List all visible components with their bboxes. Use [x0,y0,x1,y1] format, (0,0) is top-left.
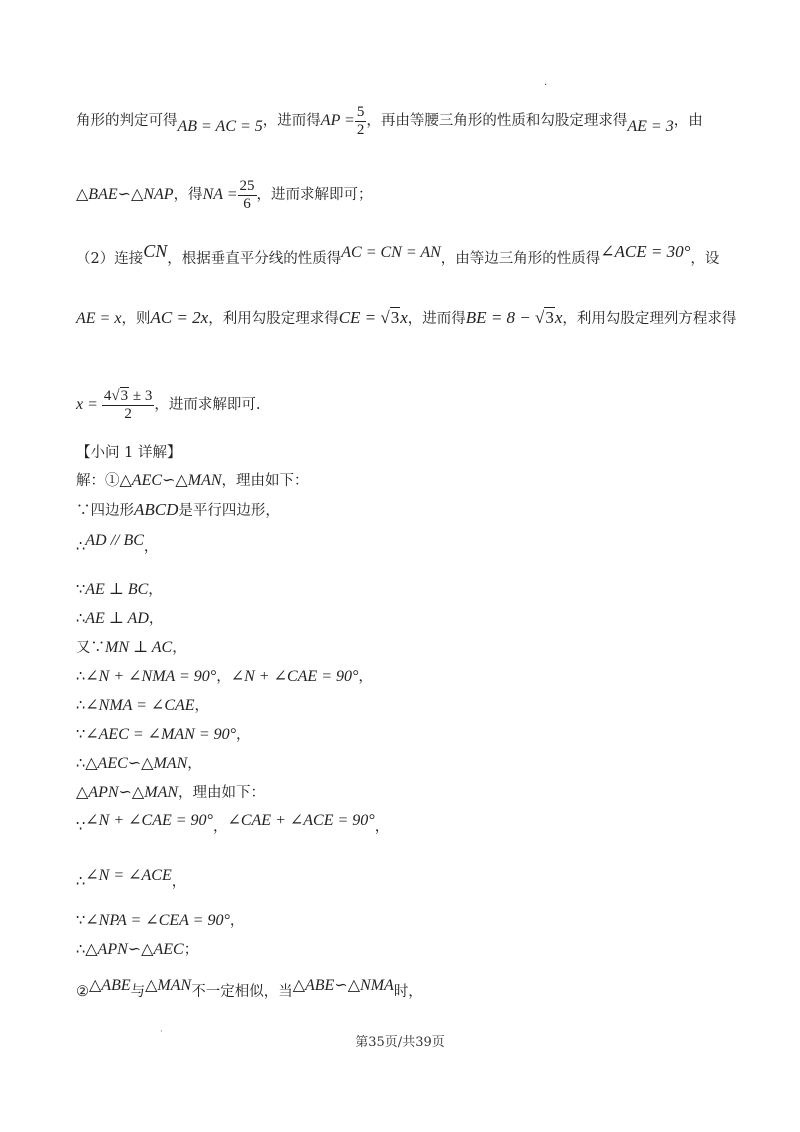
math: ∠AEC = ∠MAN = 90° [85,726,237,743]
math-lhs: BE = 8 − [465,308,531,327]
text: ， [194,698,210,714]
math: ∠N + ∠CAE = 90° [230,668,359,685]
text: ，进而求解即可； [256,187,373,204]
fraction [102,388,154,423]
line-8 [76,500,280,521]
text: ，再由等腰三角形的性质和勾股定理求得 [366,113,628,130]
num-part: ± 3 [132,388,153,404]
sqrt: √3 [535,308,554,327]
math-x-solution [76,388,154,422]
math: AE ⊥ AD [85,610,149,627]
text: ， [143,539,159,555]
math: △ABE [89,977,131,994]
text: ， [187,756,202,772]
text: ∵ [76,913,86,929]
text: 不一定相似，当 [191,984,293,1000]
stray-dot: · [160,1027,163,1037]
text: ∴ [76,756,86,772]
text: ∴ [76,611,86,627]
math-lhs: CE = [338,308,377,327]
text: ， [212,819,228,835]
text: ，由等边三角形的性质得 [440,251,601,267]
sqrt: √3 [111,388,129,404]
math: MN ⊥ AC [105,639,173,656]
text: ， [374,819,390,835]
math: ∠NMA = ∠CAE [85,697,195,714]
fraction-denominator: 6 [243,196,251,212]
radicand: 3 [120,388,129,404]
line-2 [76,178,373,213]
fraction [355,104,367,139]
text: ，则 [121,311,151,327]
line-9 [76,532,159,557]
text: ，进而得 [407,311,466,327]
text: 与 [130,984,146,1000]
math: ∠NPA = ∠CEA = 90° [85,912,230,929]
num-part: 4 [103,388,112,404]
line-6 [76,443,181,463]
radicand: 3 [390,308,400,327]
line-22 [76,977,423,1002]
math-cn: CN [143,241,168,261]
math-ac-cn-an: AC = CN = AN [341,244,441,261]
text: ， [148,611,164,627]
text: ∵四边形 [76,503,134,519]
math-lhs: x = [76,396,98,414]
text: （2）连接 [76,251,144,267]
line-4 [76,308,736,329]
line-5 [76,388,260,423]
math-ae-x: AE = x [76,310,122,327]
fraction-numerator: 5 [356,104,365,120]
text: ，理由如下： [221,473,309,489]
line-14 [76,696,209,716]
line-19 [76,867,187,892]
math-similar: △BAE∽△NAP [76,186,174,204]
line-18 [76,812,390,837]
text: ∴ [76,874,86,890]
page-footer: 第35页/共39页 [355,1035,445,1050]
text: ，设 [690,251,720,267]
math: △APN∽△MAN [76,784,179,801]
text: ∴ [76,942,86,958]
line-7 [76,471,309,491]
math: ∠N + ∠NMA = 90° [85,668,217,685]
line-16 [76,754,202,774]
line-15 [76,725,251,745]
text: ， [236,727,251,743]
math: △MAN [145,977,192,994]
text: ∵ [76,582,86,598]
line-1 [76,104,703,139]
line-17 [76,783,265,803]
text: 角形的判定可得 [76,113,178,130]
text: ， [172,640,187,656]
text: ∵ [76,819,86,835]
fraction-numerator: 25 [239,178,255,194]
math-ap [320,104,367,138]
math-tail: x [400,308,408,327]
text: ，得 [173,187,203,204]
text: ∵ [76,727,86,743]
math-ae: AE = 3 [627,118,674,136]
stray-dot: · [544,80,548,91]
text: ，根据垂直平分线的性质得 [167,251,342,267]
math: △AEC∽△MAN [85,755,188,772]
line-20 [76,911,244,931]
text: ∴ [76,669,86,685]
math-ac-2x: AC = 2x [150,308,209,327]
text: ， [171,874,187,890]
line-21 [76,940,198,960]
text: ∴ [76,698,86,714]
text: ② [76,984,89,1000]
fraction [238,178,257,213]
math: AD // BC [85,532,144,549]
text: 是平行四边形， [178,503,280,519]
math: ∠N = ∠ACE [85,867,172,884]
math: ∠N + ∠CAE = 90° [85,812,213,829]
math-ab-ac: AB = AC = 5 [177,118,263,136]
fraction-denominator: 2 [356,122,365,138]
text: ， [148,582,163,598]
text: 解：① [76,473,120,489]
math-ce [339,308,408,327]
line-11 [76,609,163,629]
sqrt: √3 [380,308,400,327]
math-lhs: NA = [202,186,238,204]
line-13 [76,667,373,687]
math: ABCD [134,500,179,519]
math: AE ⊥ BC [85,581,149,598]
math: △ABE∽△NMA [292,977,394,994]
text: ； [183,942,199,958]
text: 时， [393,984,423,1000]
text: ，利用勾股定理求得 [208,311,339,327]
math: △APN∽△AEC [85,941,184,958]
text: ， [229,913,245,929]
fraction-numerator [102,388,154,406]
math-lhs: AP = [320,112,355,130]
math: △AEC∽△MAN [119,472,222,489]
math-be [466,308,563,327]
text: ，进而求解即可. [154,397,261,414]
section-heading: 【小问 1 详解】 [76,445,182,461]
radicand: 3 [545,308,554,327]
line-12 [76,638,187,658]
text: ， [358,669,373,685]
math-tail: x [554,308,563,327]
text: ，进而得 [262,113,321,130]
text: ，由 [673,113,703,130]
text: ， [216,669,231,685]
line-10 [76,580,163,600]
math-angle-ace: ∠ACE = 30° [600,242,691,261]
text: ∴ [76,539,86,555]
text: 又∵ [76,640,105,656]
math-na [202,178,257,212]
line-3 [76,241,720,269]
text: ，利用勾股定理列方程求得 [562,311,737,327]
text: ，理由如下： [178,785,266,801]
fraction-denominator: 2 [124,406,132,422]
math: ∠CAE + ∠ACE = 90° [227,812,375,829]
